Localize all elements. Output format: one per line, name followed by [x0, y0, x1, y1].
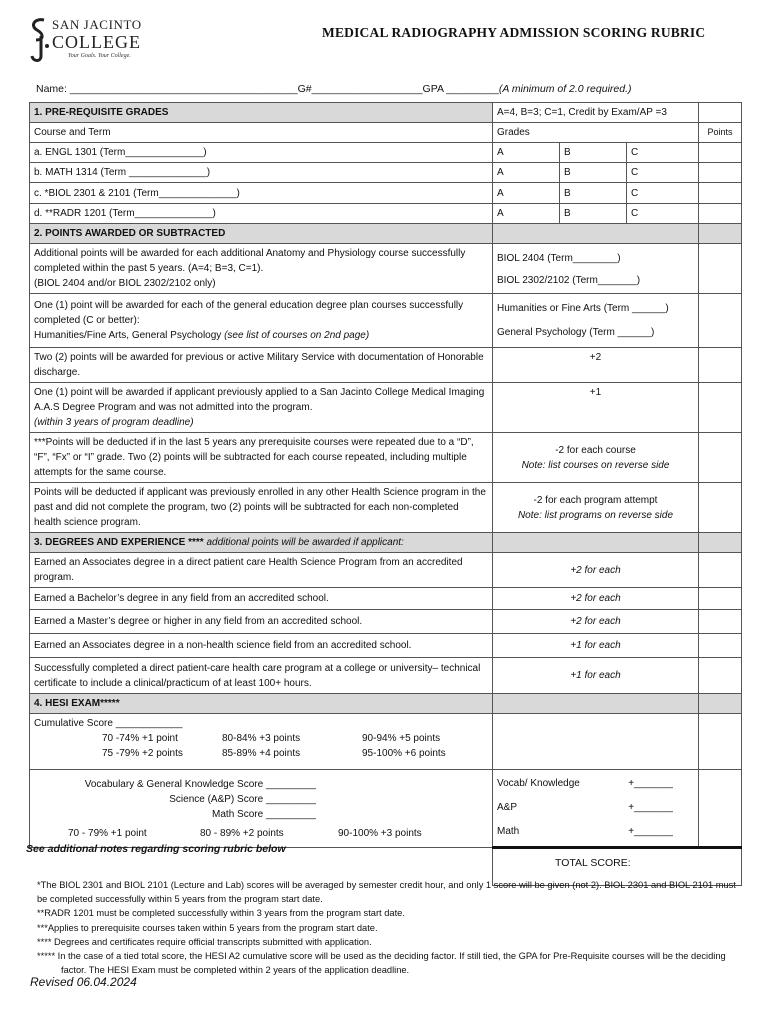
incomplete-program-description: Points will be deducted if applicant was previously enrolled in any other Health Science program in the past and did not complete the program, two (2) points will be subtracted for each non-completed health science program.: [30, 483, 493, 533]
vocab-label: Vocab/ Knowledge: [497, 778, 580, 789]
section4-header-fill: [493, 694, 699, 714]
gen-ed-text: One (1) point will be awarded for each of the general education degree plan courses successfully completed (C or better):: [34, 300, 464, 326]
points-cell[interactable]: [699, 204, 742, 224]
logo-text-top: SAN JACINTO: [52, 17, 142, 32]
degree-score: +2 for each: [493, 553, 699, 588]
biol-2302-term[interactable]: BIOL 2302/2102 (Term_______): [497, 274, 641, 286]
points-cell[interactable]: [699, 143, 742, 163]
hesi-subscore-scale: [68, 826, 488, 841]
grades-header: Grades: [493, 123, 699, 143]
grade-key: A=4, B=3; C=1, Credit by Exam/AP =3: [493, 103, 699, 123]
course-header: Course and Term: [30, 123, 493, 143]
grade-option-a[interactable]: A: [493, 183, 560, 204]
gen-ed-course-note: (see list of courses on 2nd page): [224, 330, 370, 341]
hesi-scale-item: 85-89% +4 points: [222, 748, 301, 759]
hesi-subscore-fields: [493, 770, 699, 848]
vocab-blank[interactable]: +_______: [628, 778, 673, 789]
points-cell[interactable]: [699, 658, 742, 694]
points-cell[interactable]: [699, 383, 742, 433]
repeat-course-score: -2 for each course: [555, 444, 636, 456]
ap-bonus-description: [30, 244, 493, 294]
points-cell[interactable]: [699, 183, 742, 204]
section3-title-text: 3. DEGREES AND EXPERIENCE ****: [34, 537, 204, 548]
footnote-3: ***Applies to prerequisite courses taken within 5 years from the program start date.: [37, 922, 378, 933]
course-row-radr[interactable]: d. **RADR 1201 (Term______________): [30, 204, 493, 224]
section3-title: [30, 533, 493, 553]
math-blank[interactable]: +_______: [628, 826, 673, 837]
section1-title: 1. PRE-REQUISITE GRADES: [30, 103, 493, 123]
points-cell[interactable]: [699, 553, 742, 588]
scoring-rubric-table: [29, 102, 742, 886]
section4-title: 4. HESI EXAM*****: [30, 694, 493, 714]
degree-row: Earned a Master’s degree or higher in any field from an accredited school.: [30, 610, 493, 634]
hesi-scale-item: 90-94% +5 points: [362, 733, 441, 744]
hesi-cumulative-score[interactable]: Cumulative Score ____________: [34, 718, 183, 729]
grade-option-b[interactable]: B: [560, 204, 627, 224]
footnote-5: ***** In the case of a tied total score, the HESI A2 cumulative score will be used as the deciding factor. If still tied, the GPA for Pre-Requisite courses will be the deciding factor. The HESI Exam must be completed within 2 years of the application deadline.: [37, 951, 726, 976]
points-cell[interactable]: [699, 610, 742, 634]
ap-bonus-fields[interactable]: [493, 244, 699, 294]
footnote-2: **RADR 1201 must be completed successfully within 3 years from the program start date.: [37, 908, 405, 919]
ap-blank[interactable]: +_______: [628, 802, 673, 813]
course-row-engl[interactable]: a. ENGL 1301 (Term______________): [30, 143, 493, 163]
points-cell[interactable]: [699, 163, 742, 183]
grade-option-c[interactable]: C: [627, 143, 699, 163]
course-row-math[interactable]: b. MATH 1314 (Term ______________): [30, 163, 493, 183]
grade-option-b[interactable]: B: [560, 183, 627, 204]
math-score-line[interactable]: Math Score _________: [212, 808, 316, 820]
sub-scale-item: 90-100% +3 points: [338, 827, 422, 839]
degree-row: Earned a Bachelor’s degree in any field from an accredited school.: [30, 588, 493, 610]
vocab-points-row[interactable]: [497, 772, 673, 796]
applicant-info-line: [36, 83, 632, 95]
grade-option-c[interactable]: C: [627, 183, 699, 204]
grade-option-a[interactable]: A: [493, 143, 560, 163]
section4-header-fill: [699, 694, 742, 714]
college-logo: [28, 16, 158, 64]
college-seal-icon: [28, 16, 52, 64]
hesi-scale: [102, 731, 488, 761]
document-title: MEDICAL RADIOGRAPHY ADMISSION SCORING RUBRIC: [322, 25, 706, 40]
incomplete-program-note: Note: list programs on reverse side: [517, 509, 674, 521]
section3-title-note: additional points will be awarded if applicant:: [206, 537, 404, 548]
biol-2404-term[interactable]: BIOL 2404 (Term________): [497, 252, 621, 264]
section2-title: 2. POINTS AWARDED OR SUBTRACTED: [30, 224, 493, 244]
degree-score: +1 for each: [493, 658, 699, 694]
repeat-course-note: Note: list courses on reverse side: [521, 459, 670, 471]
points-spacer: [699, 103, 742, 123]
grade-option-a[interactable]: A: [493, 163, 560, 183]
points-cell[interactable]: [699, 588, 742, 610]
sub-scale-item: 70 - 79% +1 point: [68, 827, 147, 839]
points-cell[interactable]: [699, 634, 742, 658]
psychology-term[interactable]: General Psychology (Term ______): [497, 327, 655, 338]
hesi-scale-item: 70 -74% +1 point: [102, 733, 178, 744]
reapply-note: (within 3 years of program deadline): [34, 417, 194, 428]
science-score-line[interactable]: Science (A&P) Score _________: [169, 793, 316, 805]
grade-option-c[interactable]: C: [627, 204, 699, 224]
grade-option-b[interactable]: B: [560, 143, 627, 163]
ap-bonus-courses: (BIOL 2404 and/or BIOL 2302/2102 only): [34, 278, 216, 289]
repeat-course-description: ***Points will be deducted if in the last 5 years any prerequisite courses were repeated due to a “D”, “F”, “Fx” or “I” grade. Two (2) points will be subtracted for each course repeated, including multiple attempts for the same course.: [30, 433, 493, 483]
points-header: Points: [699, 123, 742, 143]
gen-ed-course-list: Humanities/Fine Arts, General Psychology: [34, 330, 222, 341]
degree-score: +1 for each: [493, 634, 699, 658]
military-description: Two (2) points will be awarded for previous or active Military Service with documentation of Honorable discharge.: [30, 348, 493, 383]
footnotes: [37, 878, 737, 977]
gen-ed-courses: [34, 328, 488, 343]
math-points-row[interactable]: [497, 820, 673, 844]
incomplete-program-score: -2 for each program attempt: [533, 494, 658, 506]
vocab-score-line[interactable]: Vocabulary & General Knowledge Score _________: [84, 778, 316, 790]
military-score: +2: [493, 348, 699, 383]
reapply-text: One (1) point will be awarded if applicant previously applied to a San Jacinto College Medical Imaging A.A.S Degree Program and was not admitted into the program.: [34, 387, 485, 413]
grade-option-c[interactable]: C: [627, 163, 699, 183]
section3-header-fill: [493, 533, 699, 553]
reapply-description: [30, 383, 493, 433]
course-row-biol[interactable]: c. *BIOL 2301 & 2101 (Term______________): [30, 183, 493, 204]
degree-row: Successfully completed a direct patient-care health care program at a college or university– technical certificate to include a clinical/practicum of at least 100+ hours.: [30, 658, 493, 694]
degree-row: Earned an Associates degree in a direct patient care Health Science Program from an accredited program.: [30, 553, 493, 588]
degree-score: +2 for each: [493, 588, 699, 610]
points-cell[interactable]: [699, 244, 742, 294]
see-notes-text: See additional notes regarding scoring rubric below: [26, 843, 286, 855]
grade-option-a[interactable]: A: [493, 204, 560, 224]
logo-tagline: Your Goals. Your College.: [68, 53, 131, 59]
gen-ed-fields[interactable]: [493, 294, 699, 348]
ap-bonus-text: Additional points will be awarded for each additional Anatomy and Physiology course successfully completed within the past 5 years. (A=4; B=3, C=1).: [34, 248, 466, 274]
ap-points-row[interactable]: [497, 796, 673, 820]
degree-row: Earned an Associates degree in a non-health science field from an accredited school.: [30, 634, 493, 658]
sub-scale-item: 80 - 89% +2 points: [200, 827, 284, 839]
points-cell[interactable]: [699, 714, 742, 770]
footnote-4: **** Degrees and certificates require official transcripts submitted with application.: [37, 936, 372, 947]
hesi-cumulative-block: [30, 714, 493, 770]
repeat-course-score-cell: [493, 433, 699, 483]
total-score-label: TOTAL SCORE:: [555, 857, 631, 869]
math-label: Math: [497, 826, 520, 837]
points-cell[interactable]: [699, 770, 742, 848]
applicant-fields[interactable]: Name: _______________________________________G#___________________GPA _________: [36, 83, 499, 95]
hesi-cumulative-points: [493, 714, 699, 770]
hesi-scale-item: 75 -79% +2 points: [102, 748, 183, 759]
hesi-scale-item: 95-100% +6 points: [362, 748, 446, 759]
ap-label: A&P: [497, 802, 518, 813]
points-cell[interactable]: [699, 483, 742, 533]
revision-date: Revised 06.04.2024: [30, 975, 137, 989]
logo-text-main: COLLEGE: [52, 32, 141, 52]
gpa-requirement-note: (A minimum of 2.0 required.): [498, 83, 632, 95]
points-cell[interactable]: [699, 294, 742, 348]
section2-header-fill: [493, 224, 699, 244]
section2-header-fill: [699, 224, 742, 244]
humanities-term[interactable]: Humanities or Fine Arts (Term ______): [497, 303, 669, 314]
reapply-score: +1: [493, 383, 699, 433]
hesi-subscore-block: [30, 770, 493, 848]
hesi-scale-item: 80-84% +3 points: [222, 733, 301, 744]
footnote-1: *The BIOL 2301 and BIOL 2101 (Lecture and Lab) scores will be averaged by semester credit hour, and only 1 score will be given (not 2). BIOL 2301 and BIOL 2101 must be completed successfully within 5 years from the program start date.: [37, 880, 736, 905]
points-cell[interactable]: [699, 348, 742, 383]
incomplete-program-score-cell: [493, 483, 699, 533]
points-cell[interactable]: [699, 433, 742, 483]
grade-option-b[interactable]: B: [560, 163, 627, 183]
gen-ed-description: [30, 294, 493, 348]
section3-header-fill: [699, 533, 742, 553]
degree-score: +2 for each: [493, 610, 699, 634]
